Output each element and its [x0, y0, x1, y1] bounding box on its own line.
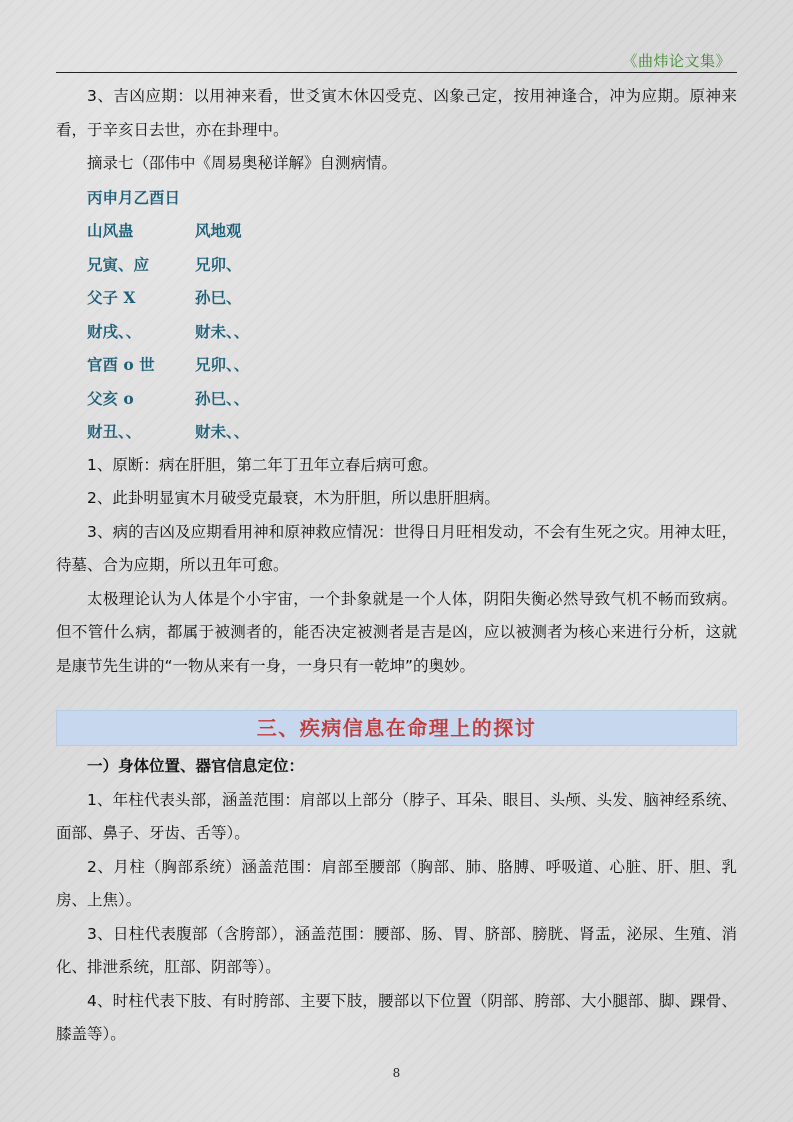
- header-divider: [56, 72, 737, 73]
- hexagram-row: [56, 281, 737, 315]
- hexagram-block: [56, 181, 737, 449]
- list-item: 3、日柱代表腹部（含胯部），涵盖范围：腰部、肠、胃、脐部、膀胱、肾盂，泌尿、生殖、消化、排泄系统，肛部、阴部等）。: [56, 924, 737, 976]
- paragraph: 2、此卦明显寅木月破受克最衰，木为肝胆，所以患肝胆病。: [87, 489, 500, 507]
- hexagram-right: 兄卯、: [195, 254, 242, 274]
- hexagram-row: [56, 214, 737, 248]
- hexagram-right: 孙巳、: [195, 288, 242, 307]
- hexagram-right: 财未、、: [195, 321, 250, 341]
- list-item: 2、月柱（胸部系统）涵盖范围：肩部至腰部（胸部、肺、胳膊、呼吸道、心脏、肝、胆、乳房、上焦）。: [56, 857, 737, 909]
- hexagram-left: 父子 X: [87, 288, 136, 307]
- hexagram-left: 官酉 o 世: [87, 355, 155, 374]
- hexagram-right: 孙巳、、: [195, 388, 250, 408]
- page-content: [56, 80, 737, 1052]
- paragraph: 太极理论认为人体是个小宇宙，一个卦象就是一个人体，阴阳失衡必然导致气机不畅而致病。但不管什么病，都属于被测者的，能否决定被测者是吉是凶，应以被测者为核心来进行分析，这就是康节先生讲的“一物从来有一身，一身只有一乾坤”的奥妙。: [56, 589, 737, 675]
- hexagram-left: 山风蛊: [87, 221, 134, 240]
- list-item: 4、时柱代表下肢、有时胯部、主要下肢，腰部以下位置（阴部、胯部、大小腿部、脚、踝骨、膝盖等）。: [56, 991, 737, 1043]
- hexagram-row: [56, 315, 737, 349]
- hexagram-date: 丙申月乙酉日: [87, 187, 181, 207]
- hexagram-right: 财未、、: [195, 422, 250, 441]
- hexagram-left: 兄寅、应: [87, 254, 150, 274]
- hexagram-right: 风地观: [195, 221, 242, 240]
- paragraph: 1、原断：病在肝胆，第二年丁丑年立春后病可愈。: [87, 455, 438, 474]
- hexagram-left: 财丑、、: [87, 422, 142, 441]
- hexagram-row: [56, 348, 737, 382]
- list-item: 1、年柱代表头部，涵盖范围：肩部以上部分（脖子、耳朵、眼目、头颅、头发、脑神经系统、面部、鼻子、牙齿、舌等）。: [56, 790, 737, 842]
- hexagram-left: 财戌、、: [87, 321, 142, 341]
- hexagram-row: [56, 248, 737, 282]
- section-heading-banner: 三、疾病信息在命理上的探讨: [56, 710, 737, 746]
- paragraph: 3、吉凶应期：以用神来看，世爻寅木休囚受克、凶象己定，按用神逢合，冲为应期。原神来看，于辛亥日去世，亦在卦理中。: [56, 87, 737, 139]
- hexagram-row: [56, 415, 737, 449]
- page-number: 8: [392, 1066, 401, 1080]
- paragraph: 摘录七（邵伟中《周易奥秘详解》自测病情。: [87, 154, 398, 172]
- hexagram-left: 父亥 o: [87, 388, 134, 408]
- subsection-heading: 一）身体位置、器官信息定位：: [87, 757, 305, 775]
- document-title: 《曲炜论文集》: [622, 52, 731, 70]
- hexagram-row: [56, 382, 737, 416]
- hexagram-right: 兄卯、、: [195, 355, 250, 374]
- paragraph: 3、病的吉凶及应期看用神和原神救应情况：世得日月旺相发动，不会有生死之灾。用神太旺，待墓、合为应期，所以丑年可愈。: [56, 522, 737, 574]
